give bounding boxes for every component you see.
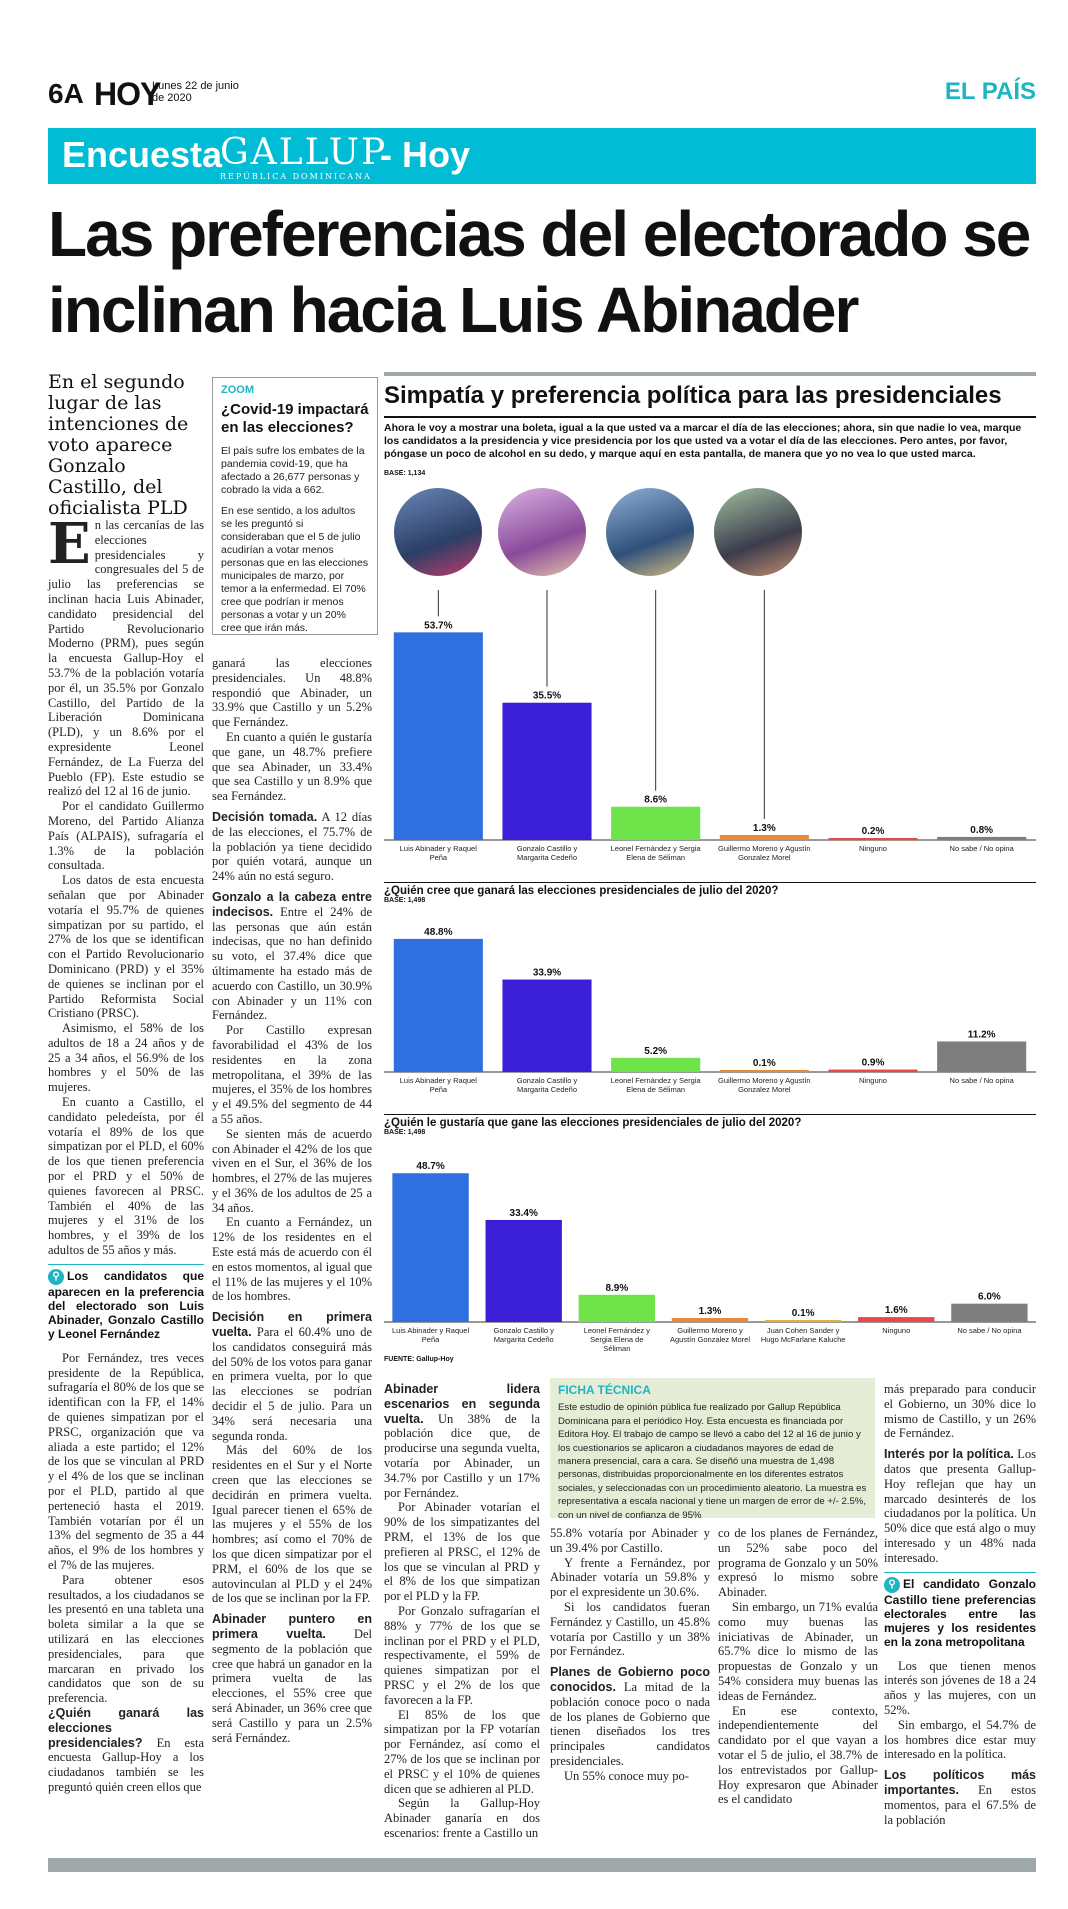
paragraph: Por Abinader votarían el 90% de los simpatizantes del PRM, el 13% de los que prefieren al PRSC, el 12% de los que se vinculan al PRD y el 8% de los que simpatizan por el PLD y la FP.: [384, 1500, 540, 1604]
photo-abinader: [394, 488, 482, 576]
category-label: Peña: [429, 853, 448, 862]
paragraph: Si los candidatos fueran Fernández y Castillo, un 45.8% votaría por Castillo y un 38% por Fernández.: [550, 1599, 710, 1659]
bar: [720, 1070, 809, 1072]
bar: [937, 837, 1026, 840]
paragraph: Sin embargo, un 71% evalúa como muy buenas las iniciativas de Abinader, un 65.7% dice lo mismo de las propuestas de Gonzalo y un 54% considera muy buenas las ideas de Fernández.: [718, 1599, 878, 1703]
paragraph: La mitad de la población conoce poco o nada de los planes de Gobierno que tienen diseñados los tres principales candidatos presidenciales.: [550, 1679, 710, 1768]
category-label: Guillermo Moreno y: [677, 1326, 743, 1335]
category-label: Peña: [421, 1335, 440, 1344]
chart-top-rule: [384, 372, 1036, 376]
subhead: Interés por la política.: [884, 1447, 1014, 1462]
category-label: Luis Abinader y Raquel: [399, 844, 477, 853]
deck: En el segundo lugar de las intenciones de voto aparece Gonzalo Castillo, del oficialista PLD: [48, 371, 189, 519]
technical-sheet-text: Este estudio de opinión pública fue realizado por Gallup República Dominicana para el periódico Hoy. Esta encuesta es financiada por Editora Hoy. El trabajo de campo se llevó a cabo del 12 al 16 de junio y los cuestionarios se aplicaron a ciudadanos mayores de edad de manera presencial, cara a cara. Se diseñó una muestra de 1,498 personas, distribuidas proporcionalmente en los diferentes estratos sociales, y seleccionadas con un procedimiento aleatorio. La muestra es representativa a escala nacional y tiene un margen de error de +/- 2.5%, con un nivel de confianza de 95%: [558, 1402, 867, 1521]
chart-base: BASE: 1,134: [384, 470, 426, 477]
bar: [765, 1320, 841, 1322]
category-label: Gonzalez Morel: [738, 853, 791, 862]
bar: [579, 1295, 655, 1322]
bar: [828, 1070, 917, 1072]
paragraph: El 85% de los que simpatizan por la FP votarían por Fernández, así como el 27% de los que se inclinan por el PRSC y el 10% de quienes dicen que se adhieren al PLD.: [384, 1707, 540, 1796]
category-label: Margarita Cedeño: [516, 853, 578, 862]
bar: [937, 1041, 1026, 1072]
candidate-photos: [384, 480, 1036, 592]
paragraph: ganará las elecciones presidenciales. Un 48.8% respondió que Abinader, un 33.9% que Castillo y un 5.2% que Fernández.: [212, 656, 372, 730]
category-label: Luis Abinader y Raquel: [399, 1076, 477, 1085]
bar-value-label: 0.8%: [970, 824, 994, 836]
chart-intro: Ahora le voy a mostrar una boleta, igual a la que usted va a marcar el día de las elecciones; ahora, sin que nadie lo vea, marque los candidatos a la presidencia y vice presidencia por los que usted va a votar el día de las elecciones. Pero antes, por favor, póngase un poco de alcohol en su dedo, y marque aquí en esta pantalla, de manera que yo no vea lo que usted marca.: [384, 422, 1022, 460]
technical-sheet: [550, 1378, 875, 1521]
bar-value-label: 1.6%: [884, 1305, 908, 1317]
pull-quote: [884, 1572, 1036, 1653]
paragraph: co de los planes de Fernández, un 52% sabe poco del programa de Gonzalo y un 50% expresó lo mismo sobre Abinader.: [718, 1526, 878, 1600]
drop-cap: E: [48, 511, 91, 577]
newspaper-name: HOY: [94, 76, 161, 112]
paragraph: Los que tienen menos interés son jóvenes de 18 a 24 años y las mujeres, con un 52%.: [884, 1658, 1036, 1717]
subhead: Decisión tomada.: [212, 809, 318, 824]
paragraph: Y frente a Fernández, por Abinader votaría un 59.8% y por el expresidente un 30.6%.: [550, 1555, 710, 1600]
category-label: Agustín Gonzalez Morel: [669, 1335, 751, 1344]
zoom-paragraph: El país sufre los embates de la pandemia covid-19, que ha afectado a 26,677 personas y cobrado la vida a 662.: [221, 445, 365, 496]
paragraph: Asimismo, el 58% de los adultos de 18 a 24 años y de 25 a 34 años, el 56.9% de los hombres y el 50% de las mujeres.: [48, 1021, 204, 1095]
page-number: 6A: [48, 78, 84, 109]
paragraph: Sin embargo, el 54.7% de los hombres dice estar muy interesado en la política.: [884, 1717, 1036, 1762]
paragraph: Por Castillo expresan favorabilidad el 43% de los residentes en la zona metropolitana, el 39% de las mujeres, el 35% de los hombres y el 49.5% del segmento de 44 a 55 años.: [212, 1023, 372, 1126]
bar-value-label: 5.2%: [644, 1045, 668, 1057]
chart-ganara: [384, 908, 1036, 1110]
paragraph: Se sienten más de acuerdo con Abinader el 42% de los que viven en el Sur, el 36% de los hombres, el 27% de las mujeres y el 36% de los adultos de 25 a 34 años.: [212, 1126, 372, 1215]
article-column-5: [718, 1526, 878, 1807]
article-column-2: [212, 656, 372, 1745]
date-line-1: Lunes 22 de junio: [152, 80, 239, 92]
zoom-label: ZOOM: [221, 384, 254, 396]
paragraph: En cuanto a quién le gustaría que gane, un 48.7% prefiere que sea Abinader, un 33.4% que sea Castillo y un 8.9% que sea Fernández.: [212, 729, 372, 804]
category-label: Guillermo Moreno y Agustín: [718, 1076, 811, 1085]
chart-question: ¿Quién le gustaría que gane las elecciones presidenciales de julio del 2020?: [384, 1114, 1036, 1129]
category-label: Juan Cohen Sander y: [766, 1326, 840, 1335]
category-label: Leonel Fernández y Sergia: [610, 1076, 701, 1085]
chart-simpatia: [384, 590, 1036, 876]
category-label: Elena de Séliman: [626, 853, 686, 862]
chart-base: BASE: 1,498: [384, 1129, 426, 1136]
category-label: Gonzalo Castillo y: [516, 844, 578, 853]
bar: [394, 939, 483, 1072]
gallup-logo-sub: REPÚBLICA DOMINICANA: [220, 172, 372, 181]
date-line-2: de 2020: [152, 92, 192, 104]
section-name: EL PAÍS: [944, 78, 1036, 105]
bar: [392, 1173, 468, 1322]
bar-value-label: 0.9%: [861, 1057, 885, 1069]
bar: [858, 1317, 934, 1322]
paragraph: Del segmento de la población que cree que habrá un ganador en la primera vuelta de las elecciones, el 55% cree que será Abinader, un 36% cree que será Castillo y para un 2.5% será Fernández.: [212, 1627, 372, 1745]
category-label: Ninguno: [859, 1076, 887, 1085]
bar-value-label: 35.5%: [532, 690, 562, 702]
category-label: Gonzalez Morel: [738, 1085, 791, 1094]
category-label: Guillermo Moreno y Agustín: [718, 844, 811, 853]
paragraph: Para obtener esos resultados, a los ciudadanos se les presentó en una tableta una boleta similar a la que se utilizará en las elecciones presidenciales, para que marcaran en privado los candidatos que son de su preferencia.: [48, 1572, 204, 1706]
photo-moreno: [714, 488, 802, 576]
paragraph: Un 38% de la población dice que, de producirse una segunda vuelta, votaría por Abinader, un 34.7% por Castillo y un 17% por Fernández.: [384, 1411, 540, 1500]
paragraph: Por Gonzalo sufragarían el 88% y 77% de los que se inclinan por el PRD y el PLD, respectivamente, el 59% de quienes simpatizan por el PRSC y el 2% de los que favorecen a la FP.: [384, 1603, 540, 1707]
subhead: Planes de Gobierno poco conocidos.: [550, 1665, 710, 1694]
paragraph: En estos momentos, para el 67.5% de la población: [884, 1782, 1036, 1827]
page-header: [48, 74, 1036, 116]
bar-value-label: 33.9%: [532, 967, 562, 979]
pull-quote-text: El candidato Gonzalo Castillo tiene preferencias electorales entre las mujeres y los residentes en la zona metropolitana: [884, 1576, 1036, 1649]
category-label: Sergia Elena de: [590, 1335, 644, 1344]
bar-value-label: 6.0%: [978, 1291, 1001, 1303]
band-label: Encuesta: [62, 134, 223, 175]
paragraph: Los datos de esta encuesta señalan que por Abinader votaría el 95.7% de quienes simpatizan por su partido, el 27% de los que se identifican con el Partido Revolucionario Dominicano (PRD) y el 35% de quienes se inclinan por el Partido Reformista Social Cristiano (PRSC).: [48, 873, 204, 1021]
zoom-title: ¿Covid-19 impactará en las elecciones?: [221, 401, 369, 436]
paragraph: En cuanto a Fernández, un 12% de los residentes en el Este está más de acuerdo con él en estos momentos, al igual que el 11% de las mujeres y el 10% de los hombres.: [212, 1215, 372, 1304]
bar: [486, 1220, 562, 1322]
chart-gustaria: [384, 1140, 1036, 1364]
paragraph: Por el candidato Guillermo Moreno, del Partido Alianza País (ALPAIS), sufragaría el 1.3% de la población consultada.: [48, 799, 204, 873]
category-label: Gonzalo Castillo y: [516, 1076, 578, 1085]
pull-quote: [48, 1264, 204, 1345]
category-label: Elena de Séliman: [626, 1085, 686, 1094]
gallup-logo: GALLUP: [220, 132, 388, 173]
technical-sheet-title: FICHA TÉCNICA: [558, 1383, 651, 1397]
bar: [611, 807, 700, 840]
category-label: Margarita Cedeño: [493, 1335, 554, 1344]
subhead: Gonzalo a la cabeza entre indecisos.: [212, 889, 372, 919]
category-label: Margarita Cedeño: [516, 1085, 578, 1094]
bar-value-label: 33.4%: [509, 1207, 538, 1219]
article-column-3: [384, 1382, 540, 1841]
bar: [951, 1304, 1027, 1322]
paragraph: Más del 60% de los residentes en el Sur y el Norte creen que las elecciones se decidirán en primera vuelta. Igual parecer tienen el 65% de las mujeres y el 55% de los hombres; así como el 70% de los que dicen simpatizar por el PRM, el 60% de los que se autovinculan al PLD y el 24% de los que se inclinan por la FP.: [212, 1443, 372, 1606]
bar: [394, 632, 483, 840]
chart-base: BASE: 1,498: [384, 897, 426, 904]
chart-panel: [384, 372, 1036, 461]
paragraph: Un 55% conoce muy po-: [564, 1768, 689, 1783]
paragraph: A 12 días de las elecciones, el 75.7% de la población ya tiene decidido por quién votará, aunque un 24% aún no está seguro.: [212, 809, 372, 884]
bar-value-label: 48.8%: [424, 926, 453, 938]
category-label: Leonel Fernández y Sergia: [610, 844, 701, 853]
category-label: Ninguno: [882, 1326, 911, 1335]
chart-3-header: [384, 1114, 1036, 1136]
zoom-paragraph: En ese sentido, a los adultos se les preguntó si consideraban que el 5 de julio acudirían a votar menos personas que en las elecciones municipales de marzo, por temor a la enfermedad. El 70% cree que podrían ir menos personas a votar y un 20% cree que irán más.: [221, 505, 369, 634]
photo-fernandez: [606, 488, 694, 576]
chart-1-wrap: [384, 470, 1036, 477]
photo-castillo: [498, 488, 586, 576]
article-column-1: [48, 511, 204, 1795]
paragraph: 55.8% votaría por Abinader y un 39.4% por Castillo.: [550, 1526, 710, 1555]
chart-source: FUENTE: Gallup-Hoy: [384, 1356, 454, 1363]
article-column-6: [884, 1382, 1036, 1827]
paragraph: Según la Gallup-Hoy Abinader ganaría en dos escenarios: frente a Castillo un: [384, 1796, 540, 1840]
bar: [502, 980, 591, 1072]
bar-value-label: 0.2%: [861, 826, 885, 837]
bar-value-label: 8.6%: [644, 794, 668, 806]
chart-question: ¿Quién cree que ganará las elecciones presidenciales de julio del 2020?: [384, 882, 1036, 897]
bar-value-label: 0.1%: [752, 1058, 776, 1069]
bar-value-label: 48.7%: [416, 1161, 445, 1173]
bar: [611, 1058, 700, 1072]
search-icon: ⚲: [884, 1577, 900, 1593]
bar-value-label: 0.1%: [791, 1308, 815, 1319]
footer-rule: [48, 1858, 1036, 1872]
article-column-4: [550, 1526, 710, 1784]
bar-value-label: 1.3%: [752, 822, 776, 834]
pull-quote-text: Los candidatos que aparecen en la preferencia del electorado son Luis Abinader, Gonzalo Castillo y Leonel Fernández: [48, 1268, 204, 1341]
bar: [672, 1318, 748, 1322]
subhead: Decisión en primera vuelta.: [212, 1310, 372, 1340]
headline: Las preferencias del electorado se inclinan hacia Luis Abinader: [48, 198, 1030, 346]
category-label: Gonzalo Castillo y: [493, 1326, 554, 1335]
bar: [828, 838, 917, 840]
bar: [502, 703, 591, 840]
bar-value-label: 11.2%: [967, 1029, 996, 1041]
subhead: ¿Quién ganará las elecciones presidenciales?: [48, 1705, 204, 1750]
category-label: No sabe / No opina: [957, 1326, 1022, 1335]
chart-2-header: [384, 882, 1036, 904]
category-label: Hugo McFarlane Kaluche: [760, 1335, 846, 1344]
paragraph: Por Fernández, tres veces presidente de la República, sufragaría el 80% de los que se identifican con la FP, el 14% de quienes simpatizan por el PRSC, organización que va aliada a este partido; el 12% de los que se vinculan al PRD y el 4% de los que se inclinan por el PLD, partido al que perteneció hasta el 2019. También votarían por él un 13% del segmento de 35 a 44 años, el 9% de los hombres y el 7% de las mujeres.: [48, 1350, 204, 1572]
paragraph: En cuanto a Castillo, el candidato peledeísta, por él votaría el 89% de los que simpatizan por el PLD, el 60% de los que tienen preferencia por el PRD y el 50% de quienes favorecen al PRSC. También el 40% de las mujeres y el 31% de los hombres, y el 39% de los adultos de 55 años y más.: [48, 1095, 204, 1258]
bar: [720, 835, 809, 840]
category-label: No sabe / No opina: [949, 1076, 1014, 1085]
issue-date: [152, 80, 242, 104]
bar-value-label: 1.3%: [698, 1306, 722, 1318]
category-label: Luis Abinader y Raquel: [392, 1326, 470, 1335]
category-label: Peña: [429, 1085, 448, 1094]
bar-value-label: 53.7%: [424, 620, 453, 632]
category-label: Ninguno: [859, 844, 887, 853]
paragraph: Entre el 24% de las personas que aún están indecisas, que no han definido su voto, el 37.4% dice que últimamente ha estado más de acuerdo con Castillo, un 30.9% con Abinader y un 11% con Fernández.: [212, 904, 372, 1023]
category-label: Leonel Fernández y: [583, 1326, 651, 1335]
subhead: Abinader lidera escenarios en segunda vuelta.: [384, 1382, 540, 1426]
category-label: Séliman: [603, 1344, 631, 1353]
paragraph: n las cercanías de las elecciones presidenciales y congresuales del 5 de julio las preferencias se inclinan hacia Luis Abinader, candidato presidencial del Partido Revolucionario Moderno (PRM), pues según la encuesta Gallup-Hoy el 53.7% de la población votaría por él, un 35.5% por Gonzalo Castillo, del Partido de la Liberación Dominicana (PLD), y un 8.6% por el expresidente Leonel Fernández, de La Fuerza del Pueblo (FP). Este estudio se realizó del 12 al 16 de junio.: [48, 518, 204, 799]
subhead: Abinader puntero en primera vuelta.: [212, 1612, 372, 1641]
paragraph: Los datos que presenta Gallup-Hoy reflejan que hay un marcado desinterés de los ciudadanos por la política. Un 50% dice que está algo o muy interesado y un 48% nada interesado.: [884, 1447, 1036, 1565]
paragraph: En esta encuesta Gallup-Hoy a los ciudadanos también se les preguntó quién creen ellos que: [48, 1735, 204, 1794]
bar-value-label: 8.9%: [605, 1282, 629, 1294]
category-label: No sabe / No opina: [949, 844, 1014, 853]
paragraph: Para el 60.4% uno de los candidatos conseguirá más del 50% de los votos para ganar en primera vuelta, por lo que las elecciones se podrían decidir el 5 de julio. Para un 34% será necesaria una segunda ronda.: [212, 1325, 372, 1443]
paragraph: más preparado para conducir el Gobierno, un 30% dice lo mismo de Castillo, y un 26% de Fernández.: [884, 1382, 1036, 1441]
search-icon: ⚲: [48, 1269, 64, 1285]
chart-panel-title: Simpatía y preferencia política para las presidenciales: [384, 382, 1036, 418]
survey-band: [48, 128, 1036, 184]
zoom-box: [212, 377, 378, 635]
subhead: Los políticos más importantes.: [884, 1768, 1036, 1797]
paragraph: En ese contexto, independientemente del candidato por el que vayan a votar el 5 de julio, el 38.7% de los entrevistados por Gallup-Hoy expresaron que Abinader es el candidato: [718, 1703, 878, 1807]
band-suffix: - Hoy: [380, 134, 470, 175]
